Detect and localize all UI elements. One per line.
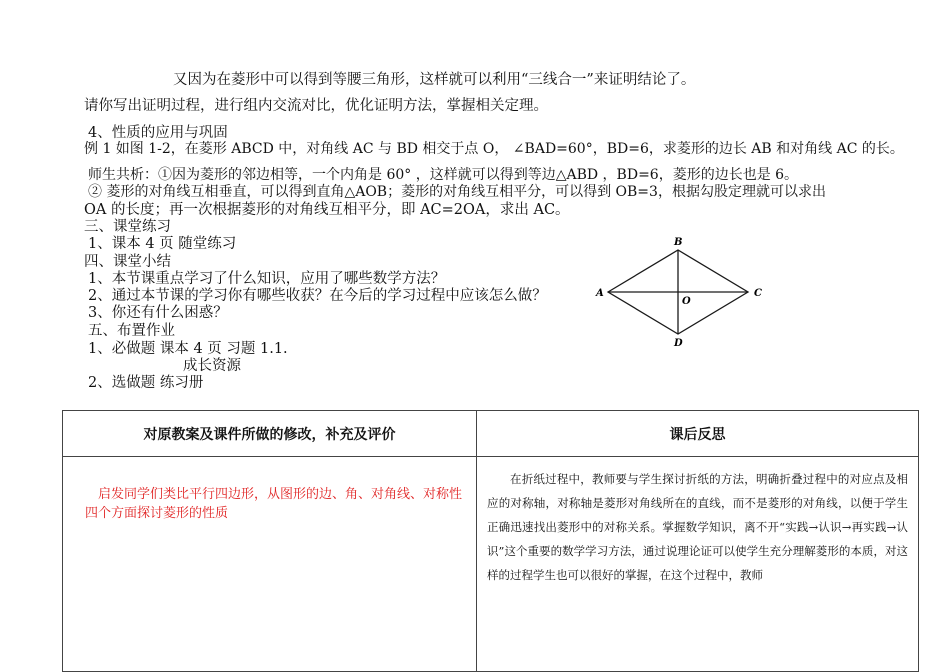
section-5-heading: 五、布置作业 — [88, 323, 175, 339]
center-o-label: O — [682, 296, 691, 307]
rhombus-outline — [608, 250, 748, 334]
homework-resource: 成长资源 — [183, 358, 241, 374]
example-1-text: 例 1 如图 1-2，在菱形 ABCD 中，对角线 AC 与 BD 相交于点 O， ∠BAD=60°，BD=6，求菱形的边长 AB 和对角线 AC 的长。 — [84, 141, 904, 157]
reflection-cell — [477, 457, 919, 672]
vertex-a-label: A — [596, 288, 604, 299]
rhombus-diagram — [590, 234, 770, 350]
homework-item-2: 2、选做题 练习册 — [88, 375, 204, 391]
summary-item-2: 2、通过本节课的学习你有哪些收获？在今后的学习过程中应该怎么做？ — [88, 288, 547, 304]
practice-item-1: 1、课本 4 页 随堂练习 — [88, 236, 237, 252]
body-line-2: 请你写出证明过程，进行组内交流对比，优化证明方法，掌握相关定理。 — [84, 98, 548, 114]
revisions-cell — [63, 457, 477, 672]
vertex-d-label: D — [674, 338, 683, 349]
summary-item-1: 1、本节课重点学习了什么知识，应用了哪些数学方法？ — [88, 271, 446, 287]
body-line-1: 又因为在菱形中可以得到等腰三角形，这样就可以利用“三线合一”来证明结论了。 — [173, 72, 696, 88]
vertex-b-label: B — [674, 237, 683, 248]
section-4-heading: 4、性质的应用与巩固 — [88, 125, 228, 141]
summary-item-3: 3、你还有什么困惑？ — [88, 305, 228, 321]
analysis-line-2: ② 菱形的对角线互相垂直，可以得到直角△AOB；菱形的对角线互相平分，可以得到 OB=3，根据勾股定理就可以求出 — [88, 184, 826, 200]
revisions-text: 启发同学们类比平行四边形，从图形的边、角、对角线、对称性四个方面探讨菱形的性质 — [85, 487, 463, 521]
section-4b-heading: 四、课堂小结 — [84, 254, 171, 270]
evaluation-table — [62, 410, 919, 672]
header-revisions: 对原教案及课件所做的修改，补充及评价 — [63, 411, 477, 457]
header-reflection: 课后反思 — [477, 411, 919, 457]
analysis-line-3: OA 的长度；再一次根据菱形的对角线互相平分，即 AC=2OA，求出 AC。 — [84, 202, 570, 218]
analysis-line-1: 师生共析：①因为菱形的邻边相等，一个内角是 60° ，这样就可以得到等边△ABD ，BD=6，菱形的边长也是 6。 — [88, 167, 799, 183]
vertex-c-label: C — [754, 288, 762, 299]
homework-item-1: 1、必做题 课本 4 页 习题 1.1. — [88, 341, 288, 357]
section-3-heading: 三、课堂练习 — [84, 219, 171, 235]
reflection-text: 在折纸过程中，教师要与学生探讨折纸的方法，明确折叠过程中的对应点及相应的对称轴，对称轴是菱形对角线所在的直线，而不是菱形的对角线，以便于学生正确迅速找出菱形中的对称关系。掌握数学知识，离不开“实践→认识→再实践→认识”这个重要的数学学习方法，通过说理论证可以使学生充分理解菱形的本质，对这样的过程学生也可以很好的掌握，在这个过程中，教师 — [487, 472, 908, 582]
